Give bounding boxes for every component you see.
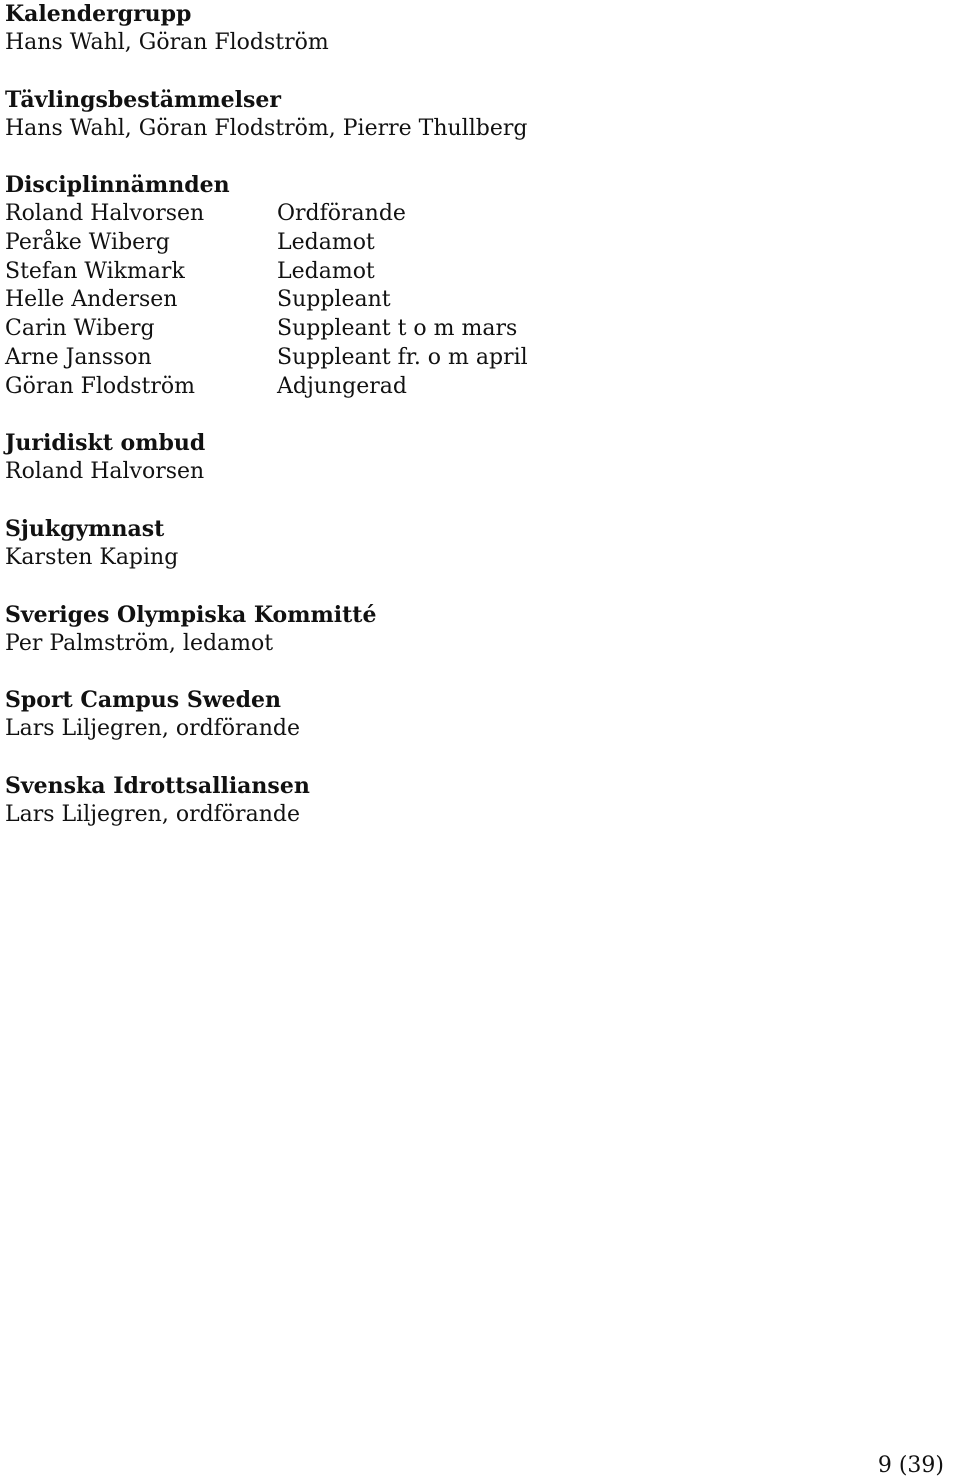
member-name: Carin Wiberg (5, 316, 155, 342)
section-heading: Sveriges Olympiska Kommitté (5, 601, 377, 628)
section-members: Per Palmström, ledamot (5, 630, 274, 656)
member-role: Ledamot (277, 258, 375, 284)
section-members: Karsten Kaping (5, 544, 179, 570)
section-heading: Tävlingsbestämmelser (5, 86, 281, 113)
member-name: Peråke Wiberg (5, 230, 170, 256)
member-name: Göran Flodström (5, 373, 195, 399)
member-name: Helle Andersen (5, 287, 178, 313)
section-tavlingsbestammelser (5, 86, 945, 144)
member-role: Suppleant t o m mars (277, 316, 518, 342)
member-row (5, 373, 945, 402)
section-svenska-idrottsalliansen (5, 772, 945, 830)
member-row (5, 344, 945, 373)
member-role: Adjungerad (277, 373, 407, 399)
page-number: 9 (39) (877, 1453, 944, 1478)
member-role: Ledamot (277, 230, 375, 256)
section-heading: Sport Campus Sweden (5, 687, 282, 714)
member-role: Ordförande (277, 201, 406, 227)
section-sveriges-olympiska-kommitte (5, 601, 945, 659)
section-heading: Svenska Idrottsalliansen (5, 772, 310, 799)
member-role: Suppleant fr. o m april (277, 344, 528, 370)
member-row (5, 229, 945, 258)
member-row (5, 258, 945, 287)
member-name: Arne Jansson (5, 344, 152, 370)
section-disciplinnamnden (5, 171, 945, 401)
section-sport-campus-sweden (5, 686, 945, 744)
section-heading: Disciplinnämnden (5, 172, 230, 199)
section-members: Hans Wahl, Göran Flodström (5, 30, 329, 55)
section-juridiskt-ombud (5, 429, 945, 487)
section-members: Lars Liljegren, ordförande (5, 801, 300, 827)
document-page (5, 0, 945, 830)
section-members: Lars Liljegren, ordförande (5, 716, 300, 742)
section-heading: Sjukgymnast (5, 515, 165, 542)
section-heading: Juridiskt ombud (5, 430, 206, 457)
section-sjukgymnast (5, 515, 945, 573)
section-kalendergrupp (5, 0, 945, 58)
section-members: Hans Wahl, Göran Flodström, Pierre Thullberg (5, 115, 528, 141)
member-row (5, 286, 945, 315)
member-name: Stefan Wikmark (5, 258, 185, 284)
member-row (5, 200, 945, 229)
section-heading: Kalendergrupp (5, 1, 192, 27)
section-members: Roland Halvorsen (5, 459, 205, 485)
member-name: Roland Halvorsen (5, 201, 205, 227)
member-row (5, 315, 945, 344)
member-role: Suppleant (277, 287, 391, 313)
